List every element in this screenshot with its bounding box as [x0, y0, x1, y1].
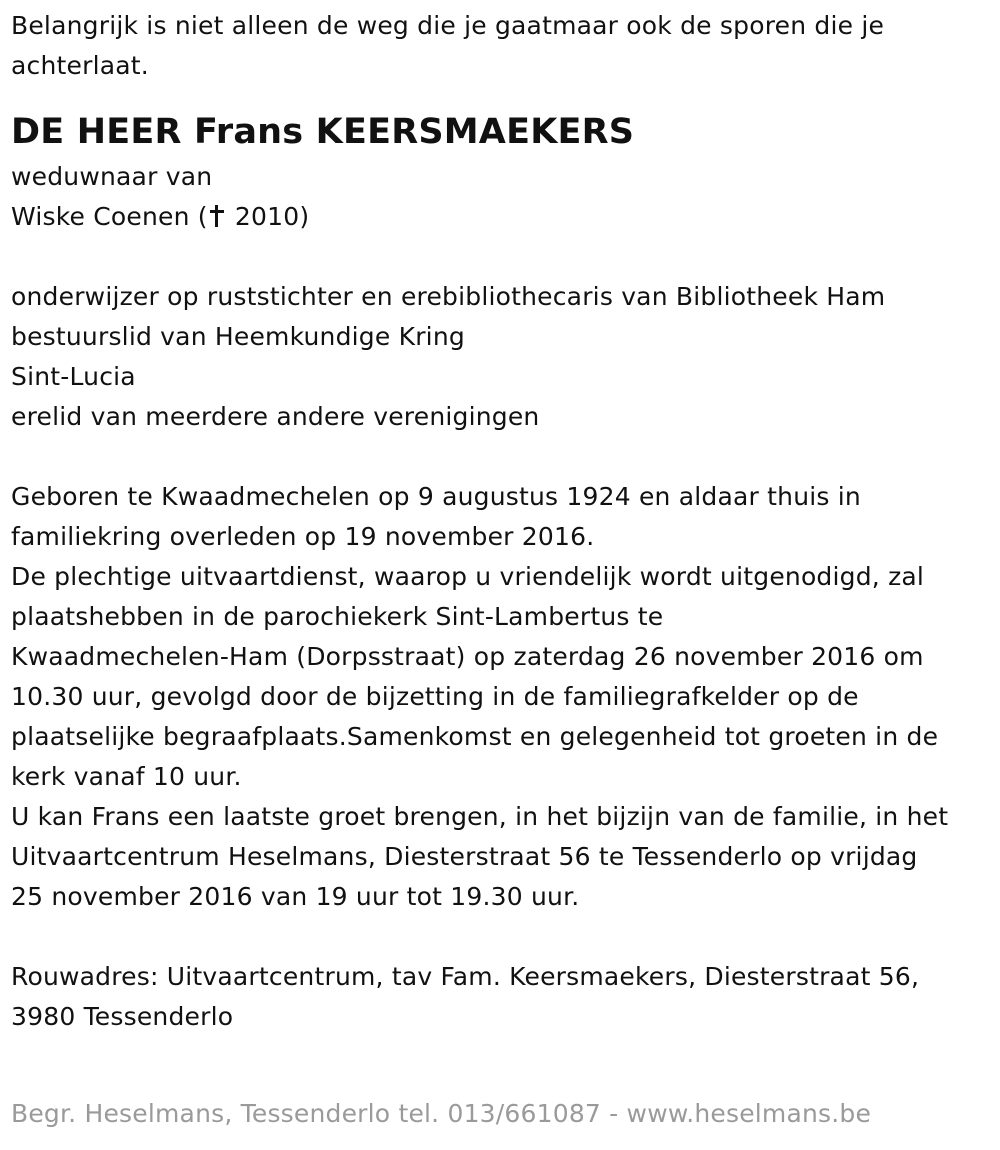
- announcement-line: Kwaadmechelen-Ham (Dorpsstraat) op zaterdag 26 november 2016 om: [11, 642, 924, 671]
- role-line: bestuurslid van Heemkundige Kring: [11, 322, 465, 351]
- spouse-death-year: 2010): [226, 202, 310, 231]
- address-line: Rouwadres: Uitvaartcentrum, tav Fam. Keersmaekers, Diesterstraat 56,: [11, 962, 920, 991]
- opening-quote: [11, 6, 988, 86]
- announcement-line: familiekring overleden op 19 november 2016.: [11, 522, 595, 551]
- announcement-line: 10.30 uur, gevolgd door de bijzetting in de familiegrafkelder op de: [11, 682, 859, 711]
- cross-icon: [210, 205, 224, 227]
- address-line: 3980 Tessenderlo: [11, 1002, 234, 1031]
- spouse-line: [11, 197, 988, 237]
- quote-line-2: achterlaat.: [11, 51, 149, 80]
- announcement-line: plaatselijke begraafplaats.Samenkomst en gelegenheid tot groeten in de: [11, 722, 939, 751]
- announcement-line: kerk vanaf 10 uur.: [11, 762, 242, 791]
- announcement-line: De plechtige uitvaartdienst, waarop u vriendelijk wordt uitgenodigd, zal: [11, 562, 925, 591]
- announcement-block: [11, 477, 988, 917]
- relation-text: weduwnaar van: [11, 162, 213, 191]
- role-line: Sint-Lucia: [11, 362, 136, 391]
- address-block: [11, 957, 988, 1037]
- role-line: onderwijzer op ruststichter en erebibliothecaris van Bibliotheek Ham: [11, 282, 886, 311]
- spouse-block: [11, 157, 988, 237]
- roles-block: [11, 277, 988, 437]
- announcement-line: Uitvaartcentrum Heselmans, Diesterstraat 56 te Tessenderlo op vrijdag: [11, 842, 918, 871]
- announcement-line: Geboren te Kwaadmechelen op 9 augustus 1924 en aldaar thuis in: [11, 482, 861, 511]
- spacer: [11, 237, 988, 277]
- announcement-line: 25 november 2016 van 19 uur tot 19.30 uur.: [11, 882, 580, 911]
- announcement-line: U kan Frans een laatste groet brengen, in het bijzijn van de familie, in het: [11, 802, 949, 831]
- announcement-line: plaatshebben in de parochiekerk Sint-Lambertus te: [11, 602, 664, 631]
- spacer: [11, 437, 988, 477]
- role-line: erelid van meerdere andere verenigingen: [11, 402, 540, 431]
- funeral-home-footer: Begr. Heselmans, Tessenderlo tel. 013/661087 - www.heselmans.be: [11, 1099, 872, 1128]
- spouse-name: Wiske Coenen (: [11, 202, 208, 231]
- deceased-name: DE HEER Frans KEERSMAEKERS: [11, 112, 635, 152]
- spacer: [11, 917, 988, 957]
- quote-line-1: Belangrijk is niet alleen de weg die je gaatmaar ook de sporen die je: [11, 11, 885, 40]
